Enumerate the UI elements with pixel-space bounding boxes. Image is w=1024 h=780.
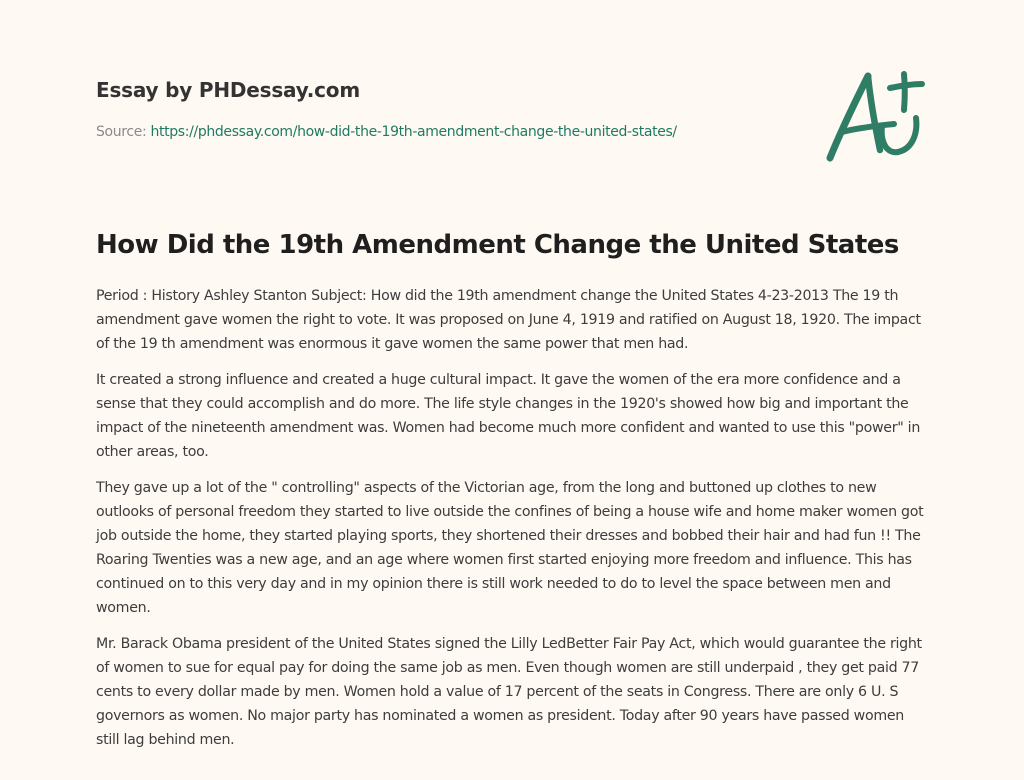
essay-header <box>96 76 926 142</box>
source-link[interactable]: https://phdessay.com/how-did-the-19th-amendment-change-the-united-states/ <box>150 124 677 140</box>
a-plus-grade-icon <box>822 66 926 164</box>
article-title: How Did the 19th Amendment Change the United States <box>96 230 899 260</box>
source-label: Source: <box>96 124 151 140</box>
article-paragraph: Mr. Barack Obama president of the United States signed the Lilly LedBetter Fair Pay Act, which would guarantee the right of women to sue for equal pay for doing the same job as men. Even though women are still underpaid , they get paid 77 cents to every dollar made by men. Women hold a value of 17 percent of the seats in Congress. There are only 6 U. S governors as women. No major party has nominated a women as president. Today after 90 years have passed women still lag behind men. <box>96 636 922 748</box>
site-title: Essay by PHDessay.com <box>96 78 360 102</box>
article-paragraph: Period : History Ashley Stanton Subject: How did the 19th amendment change the United States 4-23-2013 The 19 th amendment gave women the right to vote. It was proposed on June 4, 1919 and ratified on August 18, 1920. The impact of the 19 th amendment was enormous it gave women the same power that men had. <box>96 288 921 352</box>
essay-article <box>96 226 928 764</box>
article-paragraph: It created a strong influence and created a huge cultural impact. It gave the women of the era more confidence and a sense that they could accomplish and do more. The life style changes in the 1920's showed how big and important the impact of the nineteenth amendment was. Women had become much more confident and wanted to use this "power" in other areas, too. <box>96 372 921 460</box>
article-paragraph: They gave up a lot of the " controlling" aspects of the Victorian age, from the long and buttoned up clothes to new outlooks of personal freedom they started to live outside the confines of being a house wife and home maker women got job outside the home, they started playing sports, they shortened their dresses and bobbed their hair and had fun !! The Roaring Twenties was a new age, and an age where women first started enjoying more freedom and influence. This has continued on to this very day and in my opinion there is still work needed to do to level the space between men and women. <box>96 480 924 616</box>
source-line <box>96 122 926 142</box>
